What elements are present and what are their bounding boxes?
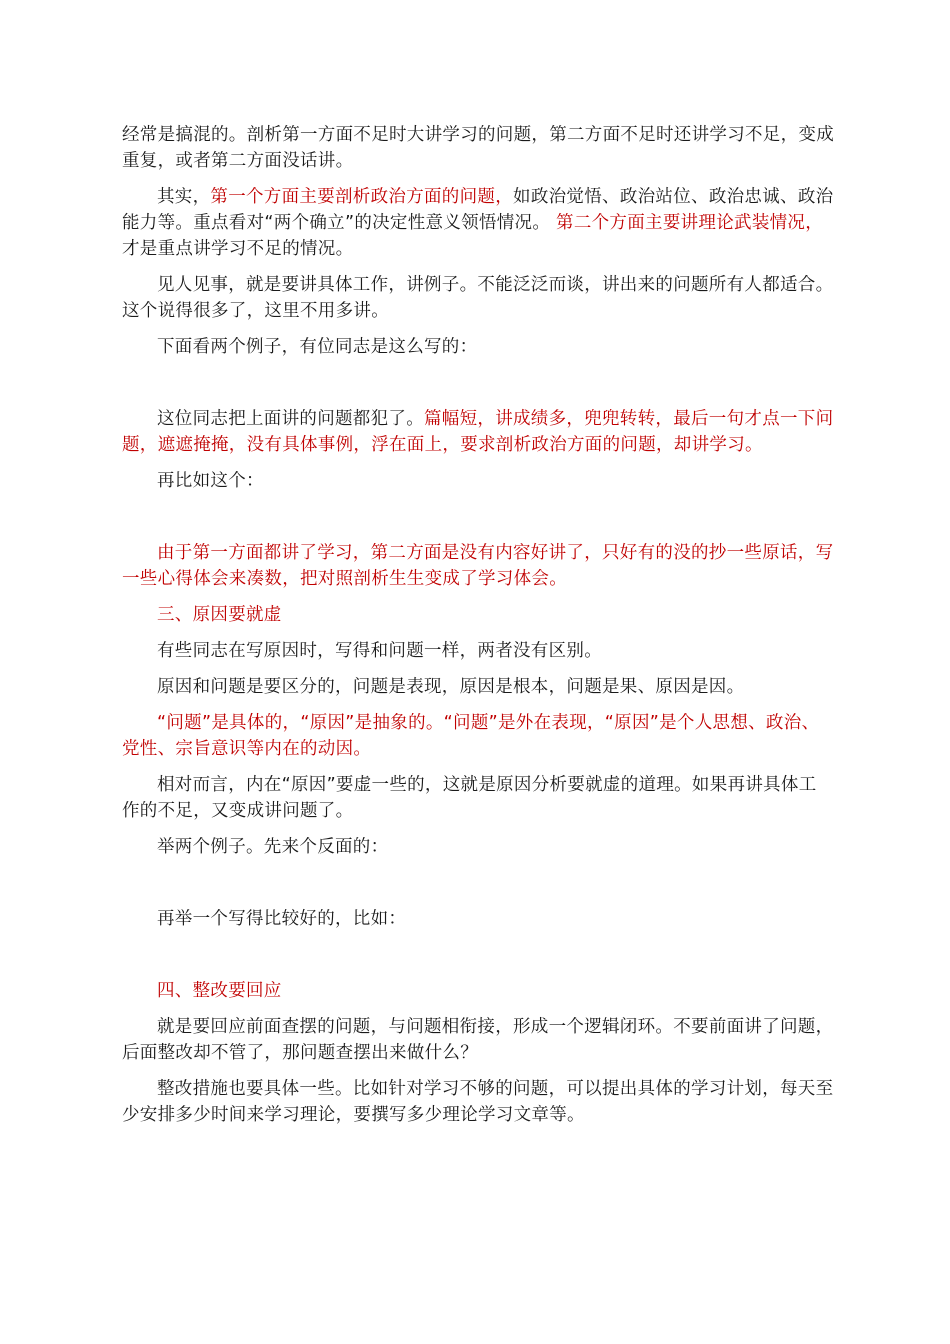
spacer <box>122 370 834 406</box>
paragraph-2-highlight-1: 第一个方面主要剖析政治方面的问题， <box>210 187 514 207</box>
paragraph-11: 相对而言，内在“原因”要虚一些的，这就是原因分析要就虚的道理。如果再讲具体工作的不足，又变成讲问题了。 <box>122 775 817 821</box>
paragraph-5-lead: 这位同志把上面讲的问题都犯了。 <box>157 409 424 429</box>
paragraph-7: 由于第一方面都讲了学习，第二方面是没有内容好讲了，只好有的没的抄一些原话，写一些心得体会来凑数，把对照剖析生生变成了学习体会。 <box>122 543 834 589</box>
section-heading-3: 三、原因要就虚 <box>157 605 282 625</box>
spacer <box>122 942 834 978</box>
paragraph-5 <box>122 406 834 458</box>
spacer <box>122 504 834 540</box>
paragraph-2-lead: 其实， <box>157 187 211 207</box>
paragraph-9: 原因和问题是要区分的，问题是表现，原因是根本，问题是果、原因是因。 <box>157 677 745 697</box>
paragraph-6: 再比如这个： <box>157 471 264 491</box>
paragraph-3: 见人见事，就是要讲具体工作，讲例子。不能泛泛而谈，讲出来的问题所有人都适合。这个说得很多了，这里不用多讲。 <box>122 275 834 321</box>
document-page <box>122 122 834 1138</box>
section-heading-4: 四、整改要回应 <box>157 981 282 1001</box>
paragraph-4: 下面看两个例子，有位同志是这么写的： <box>157 337 478 357</box>
paragraph-2 <box>122 184 834 262</box>
paragraph-2-highlight-2: 第二个方面主要讲理论武装情况， <box>556 213 824 233</box>
paragraph-13: 再举一个写得比较好的，比如： <box>157 909 407 929</box>
paragraph-8: 有些同志在写原因时，写得和问题一样，两者没有区别。 <box>157 641 602 661</box>
paragraph-5-highlight: 篇幅短，讲成绩多，兜兜转转，最后一句才点一下问题，遮遮掩掩，没有具体事例，浮在面上，要求剖析政治方面的问题，却讲学习。 <box>122 409 834 455</box>
paragraph-2-body: 如政治觉悟、政治站位、政治忠诚、政治能力等。重点看对“两个确立”的决定性意义领悟情况。 <box>122 187 834 233</box>
paragraph-15: 整改措施也要具体一些。比如针对学习不够的问题，可以提出具体的学习计划，每天至少安排多少时间来学习理论，要撰写多少理论学习文章等。 <box>122 1079 834 1125</box>
paragraph-10: “问题”是具体的，“原因”是抽象的。“问题”是外在表现，“原因”是个人思想、政治、党性、宗旨意识等内在的动因。 <box>122 713 820 759</box>
paragraph-14: 就是要回应前面查摆的问题，与问题相衔接，形成一个逻辑闭环。不要前面讲了问题，后面整改却不管了，那问题查摆出来做什么？ <box>122 1017 834 1063</box>
spacer <box>122 870 834 906</box>
paragraph-1: 经常是搞混的。剖析第一方面不足时大讲学习的问题，第二方面不足时还讲学习不足，变成重复，或者第二方面没话讲。 <box>122 125 834 171</box>
paragraph-12: 举两个例子。先来个反面的： <box>157 837 389 857</box>
paragraph-2-tail: 才是重点讲学习不足的情况。 <box>122 239 354 259</box>
